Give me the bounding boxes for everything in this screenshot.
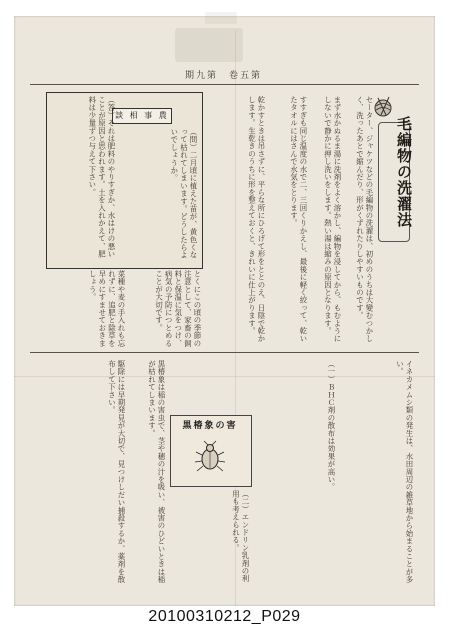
- bug-column-1: 黒椿象は稲の害虫で、茎や穂の汁を吸い、被害のひどいときは稲が枯れてしまいます。: [147, 360, 166, 584]
- header-rule: [30, 84, 419, 85]
- stink-bug-icon: [193, 440, 227, 474]
- consultation-answer: （答）それは肥料のやりすぎか、水はけの悪いことが原因と思われます。土を入れかえて、肥料は少量ずつ与えて下さい。: [87, 96, 116, 258]
- issue-header: 期九第 卷五第: [185, 71, 263, 81]
- section-rule: [30, 352, 419, 353]
- consultation-question: （問）二月頃に植えた苗が、黄色くなって枯れてしまいます。どうしたらよいでしょうか。: [169, 128, 198, 259]
- bug-column-2: 駆除には早期発見が大切で、見つけしだい捕殺するか、薬剤を散布して下さい。: [107, 360, 126, 584]
- consultation-title: 談 相 事 農: [112, 108, 172, 124]
- knitwear-column-1: セーター、ジャケツなどの毛編物の洗濯は、初めのうちは大變むつかしく、洗ったあとで縮んだり、形がくずれたりしやすいものです。: [355, 96, 374, 343]
- knitwear-column-2: まず水かぬるま湯に洗剤をよく溶かし、編物を浸してから、もむようにしないで静かに押し洗いをします。熱い湯は縮みの原因となります。: [323, 96, 342, 343]
- yarn-ball-icon: [372, 95, 394, 117]
- footer-column-2: （一）ＢＨＣ剤の散布は効果が高い。: [327, 360, 336, 491]
- middle-column-1: とくにこの頃の季節の注意として、家畜の飼料と保温に気をつけ、病気の予防につとめることが大切です。: [154, 270, 202, 347]
- knitwear-column-4: 乾かすときは吊さずに、平らな所にひろげて形をととのえ、日陰で乾かします。生乾きのうちに形を整えておくと、きれいに仕上がります。: [247, 96, 266, 343]
- footer-column-3: （二）エンドリン乳剤の利用も考えられる。: [231, 490, 250, 583]
- image-caption: 20100310212_P029: [148, 608, 301, 625]
- knitwear-article-title: 毛編物の洗濯法: [395, 116, 413, 228]
- middle-column-2: 菜種や麦の手入れも忘れずに、追肥と除草を早めにすませておきましょう。: [88, 270, 126, 347]
- masthead-ghost-mark: [205, 12, 237, 24]
- bug-notice-title: 黒椿象の害: [182, 421, 238, 431]
- knitwear-column-3: すすぎも同じ温度の水で二、三回くりかえし、最後に軽く絞って、乾いたタオルにはさんで水気をとります。: [289, 96, 308, 343]
- masthead-ghost-stamp: [175, 28, 243, 62]
- footer-column-1: イネカメムシ類の発生は、水田周辺の雑草地から始まることが多い。: [395, 360, 414, 584]
